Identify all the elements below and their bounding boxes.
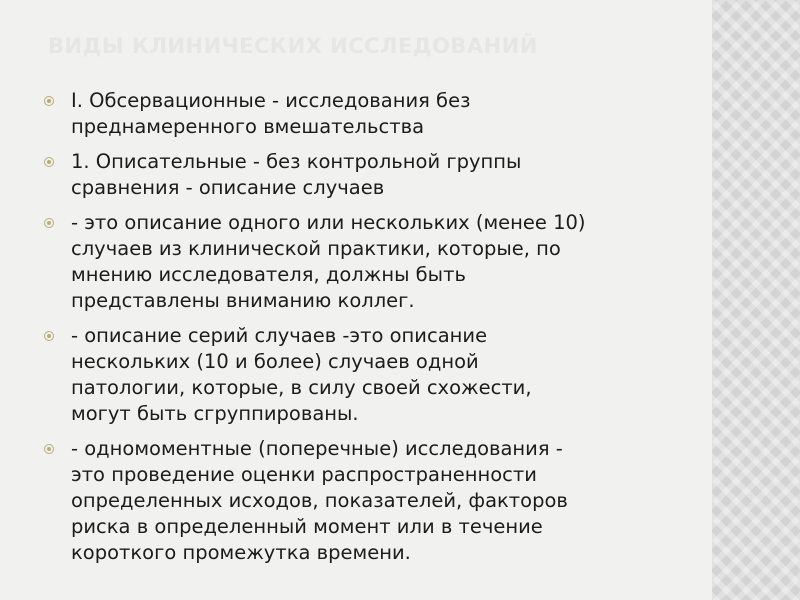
bullet-list: [42, 88, 692, 575]
bullet-line: определенных исходов, показателей, факторов: [71, 489, 568, 512]
circle-dot-bullet-icon: [44, 444, 54, 454]
bullet-item-2: [42, 149, 692, 201]
bullet-item-3: [42, 210, 692, 314]
bullet-line: нескольких (10 и более) случаев одной: [71, 350, 479, 373]
bullet-text: [71, 323, 692, 427]
bullet-line: риска в определенный момент или в течение: [71, 515, 543, 538]
bullet-line: 1. Описательные - без контрольной группы: [71, 150, 522, 173]
bullet-text: [71, 149, 692, 201]
bullet-line: могут быть сгруппированы.: [71, 402, 359, 425]
bullet-line: I. Обсервационные - исследования без: [71, 89, 471, 112]
circle-dot-bullet-icon: [44, 331, 54, 341]
bullet-text: [71, 88, 692, 140]
bullet-line: это проведение оценки распространенности: [71, 463, 537, 486]
bullet-line: сравнения - описание случаев: [71, 176, 385, 199]
bullet-line: - описание серий случаев -это описание: [71, 324, 488, 347]
bullet-item-1: [42, 88, 692, 140]
bullet-text: [71, 436, 692, 566]
slide-title: ВИДЫ КЛИНИЧЕСКИХ ИССЛЕДОВАНИЙ: [48, 34, 538, 58]
bullet-line: патологии, которые, в силу своей схожести,: [71, 376, 532, 399]
bullet-line: преднамеренного вмешательства: [71, 115, 425, 138]
bullet-text: [71, 210, 692, 314]
bullet-line: короткого промежутка времени.: [71, 541, 411, 564]
circle-dot-bullet-icon: [44, 218, 54, 228]
circle-dot-bullet-icon: [44, 96, 54, 106]
bullet-line: - это описание одного или нескольких (менее 10): [71, 211, 586, 234]
bullet-item-5: [42, 436, 692, 566]
decorative-side-pattern: [712, 0, 800, 600]
bullet-item-4: [42, 323, 692, 427]
bullet-line: мнению исследователя, должны быть: [71, 263, 466, 286]
bullet-line: представлены вниманию коллег.: [71, 289, 415, 312]
circle-dot-bullet-icon: [44, 157, 54, 167]
bullet-line: - одномоментные (поперечные) исследования -: [71, 437, 563, 460]
bullet-line: случаев из клинической практики, которые, по: [71, 237, 561, 260]
